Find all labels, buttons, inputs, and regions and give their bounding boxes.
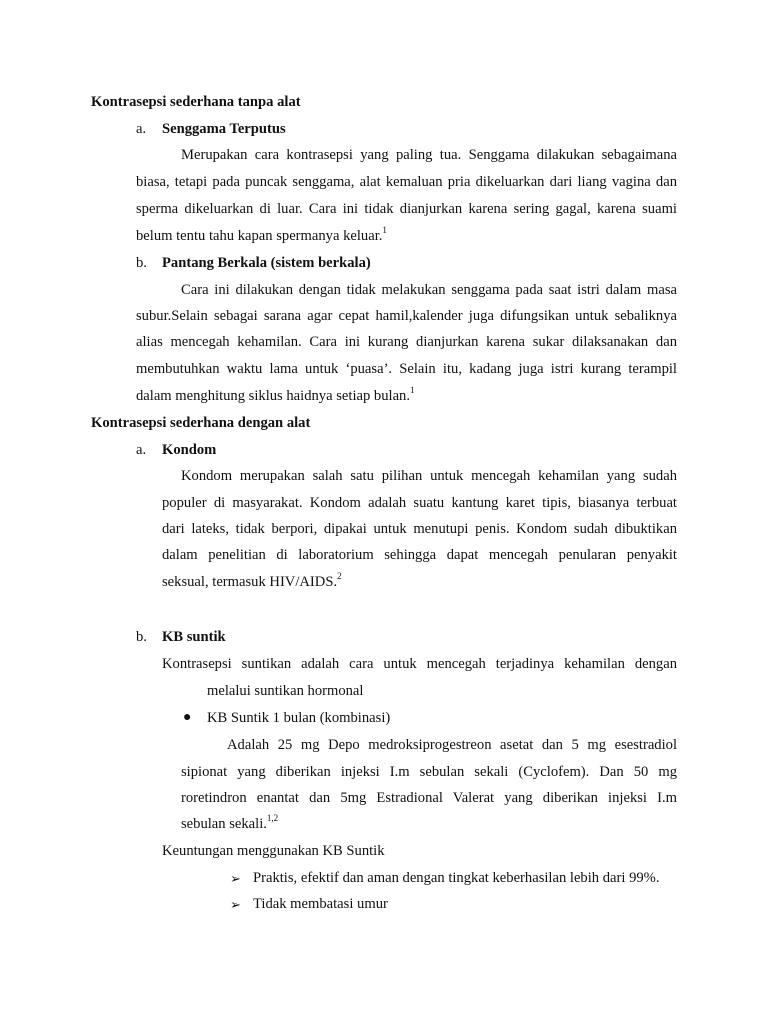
item-title-senggama-terputus: Senggama Terputus	[162, 121, 286, 137]
paragraph-line: membutuhkan waktu lama untuk ‘puasa’. Selain itu, kadang juga istri kurang terampil	[136, 361, 677, 377]
item-title-kb-suntik: KB suntik	[162, 629, 226, 645]
benefit-item: Tidak membatasi umur	[253, 896, 388, 912]
bullet-icon: ●	[183, 710, 192, 725]
reference-superscript: 1	[410, 385, 415, 396]
paragraph-line-last: sebulan sekali.$^{1,2}$	[181, 813, 279, 832]
arrow-bullet-icon: ➢	[230, 897, 241, 912]
paragraph-line: sipionat yang diberikan injeksi I.m sebulan sekali (Cyclofem). Dan 50 mg	[181, 764, 677, 780]
paragraph-line: biasa, tetapi pada puncak senggama, alat kemaluan pria dikeluarkan dari liang vagina dan	[136, 174, 677, 190]
paragraph-line: Merupakan cara kontrasepsi yang paling tua. Senggama dilakukan sebagaimana	[181, 147, 677, 163]
section-heading-dengan-alat: Kontrasepsi sederhana dengan alat	[91, 415, 311, 431]
list-marker-a: a.	[136, 442, 147, 458]
reference-superscript: 1	[382, 225, 387, 236]
paragraph-line: dari lateks, tidak berpori, dipakai untuk menutupi penis. Kondom sudah dibuktikan	[162, 521, 677, 537]
item-title-pantang-berkala: Pantang Berkala (sistem berkala)	[162, 255, 371, 271]
arrow-bullet-icon: ➢	[230, 871, 241, 886]
list-marker-a: a.	[136, 121, 147, 137]
bullet-item-label: KB Suntik 1 bulan (kombinasi)	[207, 710, 391, 726]
list-marker-b: b.	[136, 255, 147, 271]
paragraph-line: sperma dikeluarkan di luar. Cara ini tidak dianjurkan karena sering gagal, karena suami	[136, 201, 677, 217]
paragraph-line-last: melalui suntikan hormonal	[207, 683, 364, 699]
paragraph-line-last: dalam menghitung siklus haidnya setiap bulan.$^1$	[136, 385, 415, 404]
section-heading-tanpa-alat: Kontrasepsi sederhana tanpa alat	[91, 94, 301, 110]
paragraph-line: Kontrasepsi suntikan adalah cara untuk mencegah terjadinya kehamilan dengan	[162, 656, 677, 672]
paragraph-line: roretindron enantat dan 5mg Estradional Valerat yang diberikan injeksi I.m	[181, 790, 677, 806]
paragraph-line: subur.Selain sebagai sarana agar cepat hamil,kalender juga difungsikan untuk sebaliknya	[136, 308, 677, 324]
benefits-heading: Keuntungan menggunakan KB Suntik	[162, 843, 385, 859]
benefit-item: Praktis, efektif dan aman dengan tingkat keberhasilan lebih dari 99%.	[253, 870, 660, 886]
paragraph-line: Adalah 25 mg Depo medroksiprogestreon asetat dan 5 mg esestradiol	[227, 737, 677, 753]
paragraph-line: Kondom merupakan salah satu pilihan untuk mencegah kehamilan yang sudah	[181, 468, 677, 484]
paragraph-line: alias mencegah kehamilan. Cara ini kurang dianjurkan karena sukar dilaksanakan dan	[136, 334, 677, 350]
paragraph-line-last: belum tentu tahu kapan spermanya keluar.$^1$	[136, 225, 387, 244]
item-title-kondom: Kondom	[162, 442, 217, 458]
paragraph-line: dalam penelitian di laboratorium sehingga dapat mencegah penularan penyakit	[162, 547, 677, 563]
paragraph-line: populer di masyarakat. Kondom adalah suatu kantung karet tipis, biasanya terbuat	[162, 495, 677, 511]
paragraph-line: Cara ini dilakukan dengan tidak melakukan senggama pada saat istri dalam masa	[181, 282, 677, 298]
paragraph-line-last: seksual, termasuk HIV/AIDS.$^2$	[162, 571, 342, 590]
reference-superscript: 1,2	[266, 813, 279, 824]
list-marker-b: b.	[136, 629, 147, 645]
reference-superscript: 2	[337, 571, 342, 582]
